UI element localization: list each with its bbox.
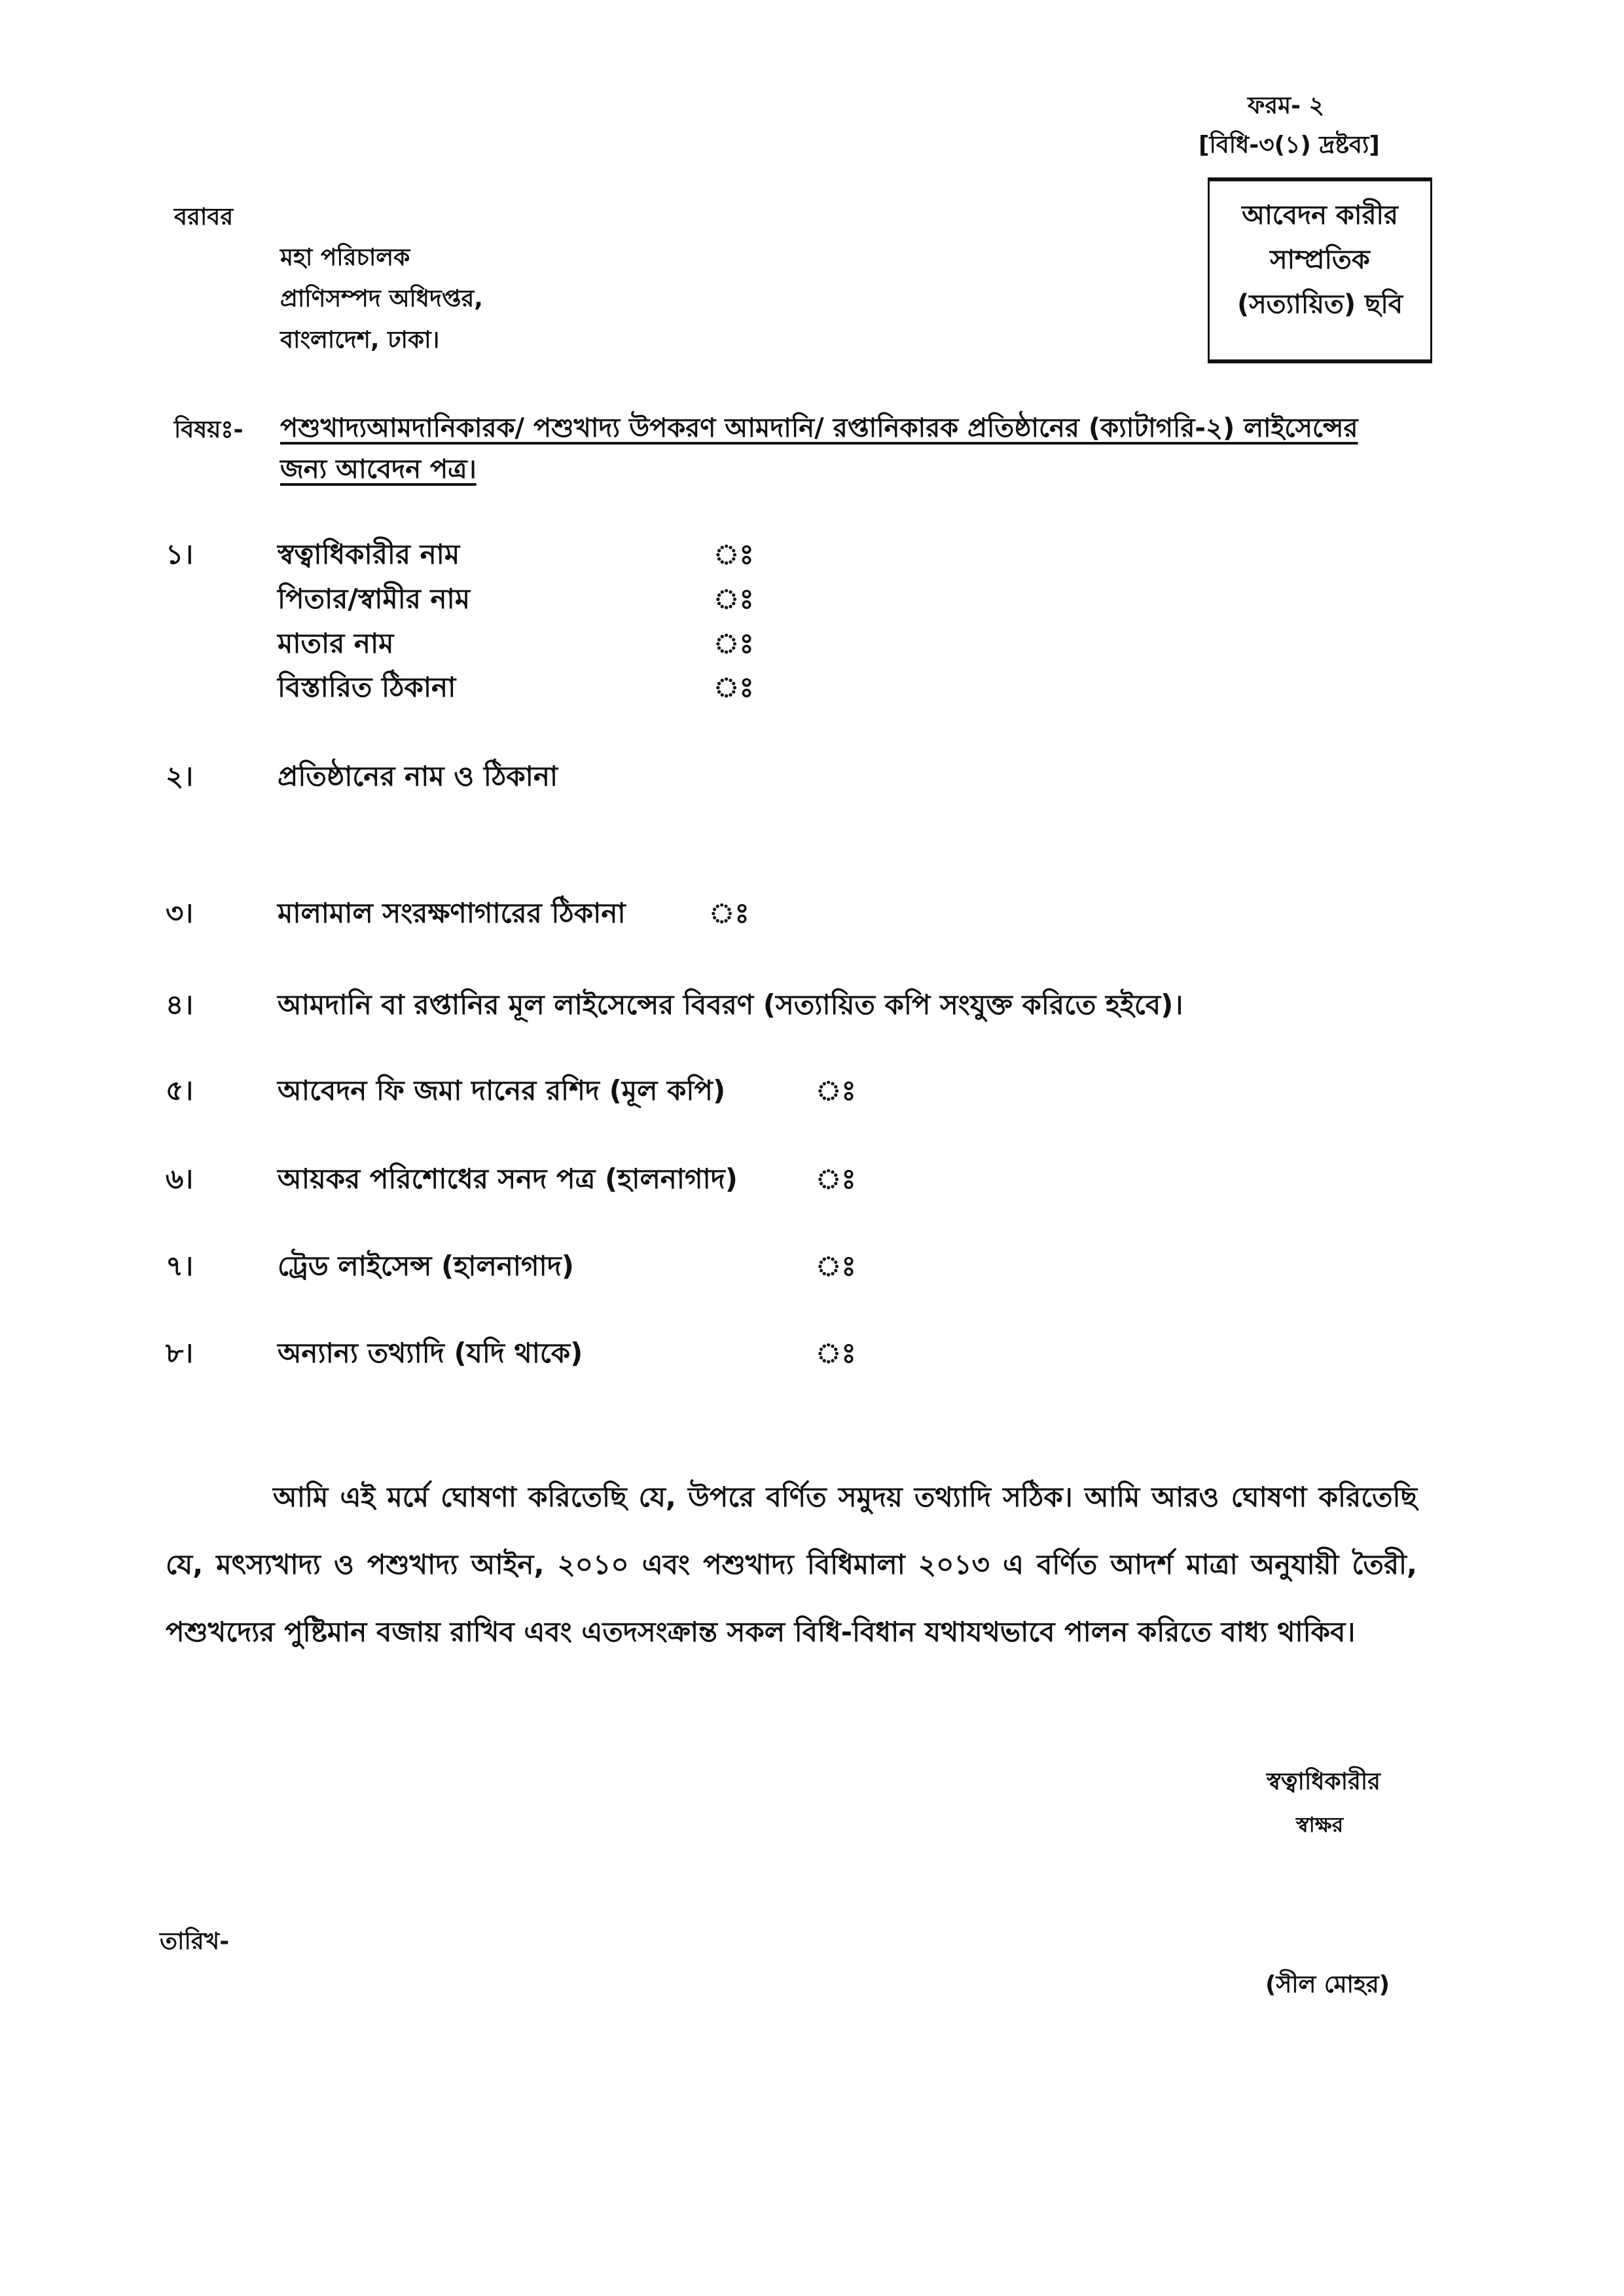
field-colon: ঃ xyxy=(713,671,754,703)
field-label-trade-license: ট্রেড লাইসেন্স (হালনাগাদ) xyxy=(278,1250,574,1282)
item-number: ৮। xyxy=(166,1337,194,1369)
field-colon: ঃ xyxy=(709,897,749,929)
item-number: ৭। xyxy=(166,1250,194,1282)
subject-line: পশুখাদ্যআমদানিকারক/ পশুখাদ্য উপকরণ আমদানি/ রপ্তানিকারক প্রতিষ্ঠানের (ক্যাটাগরি-২) লাইসেন্সের xyxy=(280,413,1358,443)
item-number: ২। xyxy=(166,760,194,792)
photo-box-line: সাম্প্রতিক xyxy=(1270,245,1370,275)
subject-label: বিষয়ঃ- xyxy=(174,416,244,443)
field-colon: ঃ xyxy=(713,538,754,570)
item-number: ১। xyxy=(166,538,194,570)
addressee-line: মহা পরিচালক xyxy=(280,244,410,271)
field-colon: ঃ xyxy=(816,1163,856,1195)
field-label-tax-certificate: আয়কর পরিশোধের সনদ পত্র (হালনাগাদ) xyxy=(278,1163,738,1195)
addressee-line: প্রাণিসম্পদ অধিদপ্তর, xyxy=(280,285,483,312)
field-label-storage-address: মালামাল সংরক্ষণাগারের ঠিকানা xyxy=(278,897,626,929)
field-label-institution: প্রতিষ্ঠানের নাম ও ঠিকানা xyxy=(278,760,558,792)
subject-line: জন্য আবেদন পত্র। xyxy=(280,454,477,484)
item-number: ৬। xyxy=(166,1163,194,1195)
field-colon: ঃ xyxy=(713,583,754,615)
field-label-mother-name: মাতার নাম xyxy=(278,627,394,659)
field-label-fee-receipt: আবেদন ফি জমা দানের রশিদ (মূল কপি) xyxy=(278,1074,726,1106)
photo-box-line: (সত্যায়িত) ছবি xyxy=(1236,289,1403,319)
item-number: ৪। xyxy=(166,989,194,1021)
field-label-license-details: আমদানি বা রপ্তানির মূল লাইসেন্সের বিবরণ (সত্যায়িত কপি সংযুক্ত করিতে হইবে)। xyxy=(278,989,1183,1021)
photo-box-line: আবেদন কারীর xyxy=(1242,200,1398,230)
signature-label: স্বত্বাধিকারীর xyxy=(1267,1768,1380,1795)
field-colon: ঃ xyxy=(816,1250,856,1282)
field-colon: ঃ xyxy=(816,1074,856,1106)
item-number: ৫। xyxy=(166,1074,194,1106)
date-label: তারিখ- xyxy=(160,1928,230,1955)
field-label-detailed-address: বিস্তারিত ঠিকানা xyxy=(278,671,456,703)
field-colon: ঃ xyxy=(713,627,754,659)
rule-reference: [বিধি-৩(১) দ্রষ্টব্য] xyxy=(1199,132,1380,158)
field-colon: ঃ xyxy=(816,1337,856,1369)
field-label-father-husband-name: পিতার/স্বামীর নাম xyxy=(278,583,471,615)
form-number: ফরম- ২ xyxy=(1248,92,1324,119)
addressee-to: বরাবর xyxy=(174,204,234,230)
photo-placeholder-box xyxy=(1208,177,1432,363)
seal-label: (সীল মোহর) xyxy=(1265,1971,1390,1998)
signature-label-sub: স্বাক্ষর xyxy=(1296,1812,1344,1837)
field-label-owner-name: স্বত্বাধিকারীর নাম xyxy=(278,538,460,570)
addressee-line: বাংলাদেশ, ঢাকা। xyxy=(280,327,440,354)
field-label-other-info: অন্যান্য তথ্যাদি (যদি থাকে) xyxy=(278,1337,583,1369)
item-number: ৩। xyxy=(166,897,194,929)
declaration-paragraph: আমি এই মর্মে ঘোষণা করিতেছি যে, উপরে বর্ণিত সমুদয় তথ্যাদি সঠিক। আমি আরও ঘোষণা করিতেছি যে, মৎস্যখাদ্য ও পশুখাদ্য আইন, ২০১০ এবং পশুখাদ্য বিধিমালা ২০১৩ এ বর্ণিত আদর্শ মাত্রা অনুযায়ী তৈরী, পশুখদ্যের পুষ্টিমান বজায় রাখিব এবং এতদসংক্রান্ত সকল বিধি-বিধান যথাযথভাবে পালন করিতে বাধ্য থাকিব। xyxy=(166,1481,1417,1648)
